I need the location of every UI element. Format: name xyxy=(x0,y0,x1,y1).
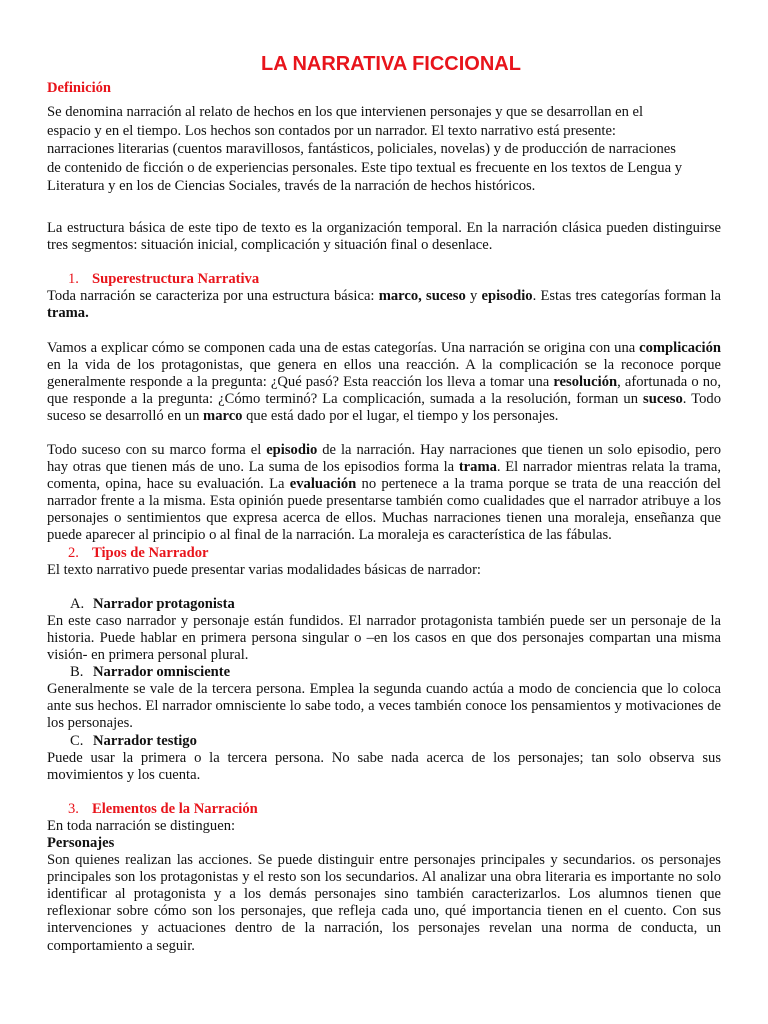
episode-paragraph: Todo suceso con su marco forma el episodio de la narración. Hay narraciones que tienen un solo episodio, pero hay otras que tienen más de uno. La suma de los episodios forma la trama. El narrador mientras relata la trama, comenta, opina, hace su evaluación. La evaluación no pertenece a la trama porque se trata de una reacción del narrador frente a la misma. Esta opinión puede presentarse también como cualidades que el narrador atribuye a los personajes o sentimientos que expresa acerca de ellos. Muchas narraciones tienen una moraleja, enseñanza que puede aparecer al principio o al final de la narración. La moraleja es característica de las fábulas. xyxy=(47,442,721,544)
definition-heading: Definición xyxy=(47,80,112,96)
narrator-types-intro: El texto narrativo puede presentar varias modalidades básicas de narrador: xyxy=(47,561,481,578)
section-2-heading xyxy=(47,545,721,562)
section-1-title: Superestructura Narrativa xyxy=(92,271,260,288)
section-1-number: 1. xyxy=(68,271,79,288)
intro-paragraph xyxy=(47,103,721,196)
intro-line: Literatura y en los de Ciencias Sociales, través de la narración de hechos históricos. xyxy=(47,178,536,195)
characters-heading: Personajes xyxy=(47,834,115,851)
narrator-a-text: En este caso narrador y personaje están fundidos. El narrador protagonista también puede ser un personaje de la historia. Puede hablar en primera persona singular o –en los casos en que dos personajes compartan una misma visión- en primera personal plural. xyxy=(47,612,721,664)
narrator-c-heading: C. Narrador testigo xyxy=(70,732,197,749)
section-2-title: Tipos de Narrador xyxy=(92,544,209,561)
section-3-number: 3. xyxy=(68,800,79,817)
narrator-a-heading: A. Narrador protagonista xyxy=(70,595,235,612)
intro-line: de contenido de ficción o de experiencias personales. Este tipo textual es frecuente en los textos de Lengua y xyxy=(47,159,682,176)
elements-intro: En toda narración se distinguen: xyxy=(47,817,236,834)
document-title: LA NARRATIVA FICCIONAL xyxy=(261,53,521,75)
narrator-b-heading: B. Narrador omnisciente xyxy=(70,664,231,681)
section-3-heading xyxy=(47,801,721,818)
section-3-title: Elementos de la Narración xyxy=(92,800,258,817)
narrator-b-text: Generalmente se vale de la tercera persona. Emplea la segunda cuando actúa a modo de conciencia que lo coloca ante sus hechos. El narrador omnisciente lo sabe todo, a veces también conoce los pensamientos y motivaciones de los personajes. xyxy=(47,681,721,732)
narrator-c-text: Puede usar la primera o la tercera persona. No sabe nada acerca de los personajes; tan solo observa sus movimientos y los cuenta. xyxy=(47,749,721,783)
document-page xyxy=(47,52,721,955)
characters-paragraph: Son quienes realizan las acciones. Se puede distinguir entre personajes principales y secundarios. os personajes principales son los protagonistas y el resto son los secundarios. Al analizar una obra literaria es importante no solo identificar al protagonista y a los demás personajes sino también caracterizarlos. Los alumnos tienen que reflexionar sobre cómo son los personajes, que refleja cada uno, qué importancia tienen en el cuento. Con sus intervenciones y actuaciones dentro de la narración, los personajes revelan una norma de conducta, un comportamiento a seguir. xyxy=(47,852,721,954)
structure-paragraph: La estructura básica de este tipo de texto es la organización temporal. En la narración clásica pueden distinguirse tres segmentos: situación inicial, complicación y situación final o desenlace. xyxy=(47,220,721,254)
intro-line: Se denomina narración al relato de hechos en los que intervienen personajes y que se desarrollan en el xyxy=(47,104,644,121)
section-2-number: 2. xyxy=(68,544,79,561)
intro-line: narraciones literarias (cuentos maravillosos, fantásticos, policiales, novelas) y de producción de narraciones xyxy=(47,141,676,158)
superstructure-paragraph: Toda narración se caracteriza por una estructura básica: marco, suceso y episodio. Estas tres categorías forman la trama. xyxy=(47,288,722,322)
intro-line: espacio y en el tiempo. Los hechos son contados por un narrador. El texto narrativo está presente: xyxy=(47,122,616,139)
section-1-heading xyxy=(47,271,721,288)
complication-paragraph: Vamos a explicar cómo se componen cada una de estas categorías. Una narración se origina con una complicación en la vida de los protagonistas, que genera en ellos una reacción. A la complicación se la reconoce porque generalmente responde a la pregunta: ¿Qué pasó? Esta reacción los lleva a tomar una resolución, afortunada o no, que responde a la pregunta: ¿Cómo terminó? La complicación, sumada a la resolución, forman un suceso. Todo suceso se desarrolló en un marco que está dado por el lugar, el tiempo y los personajes. xyxy=(47,339,722,424)
